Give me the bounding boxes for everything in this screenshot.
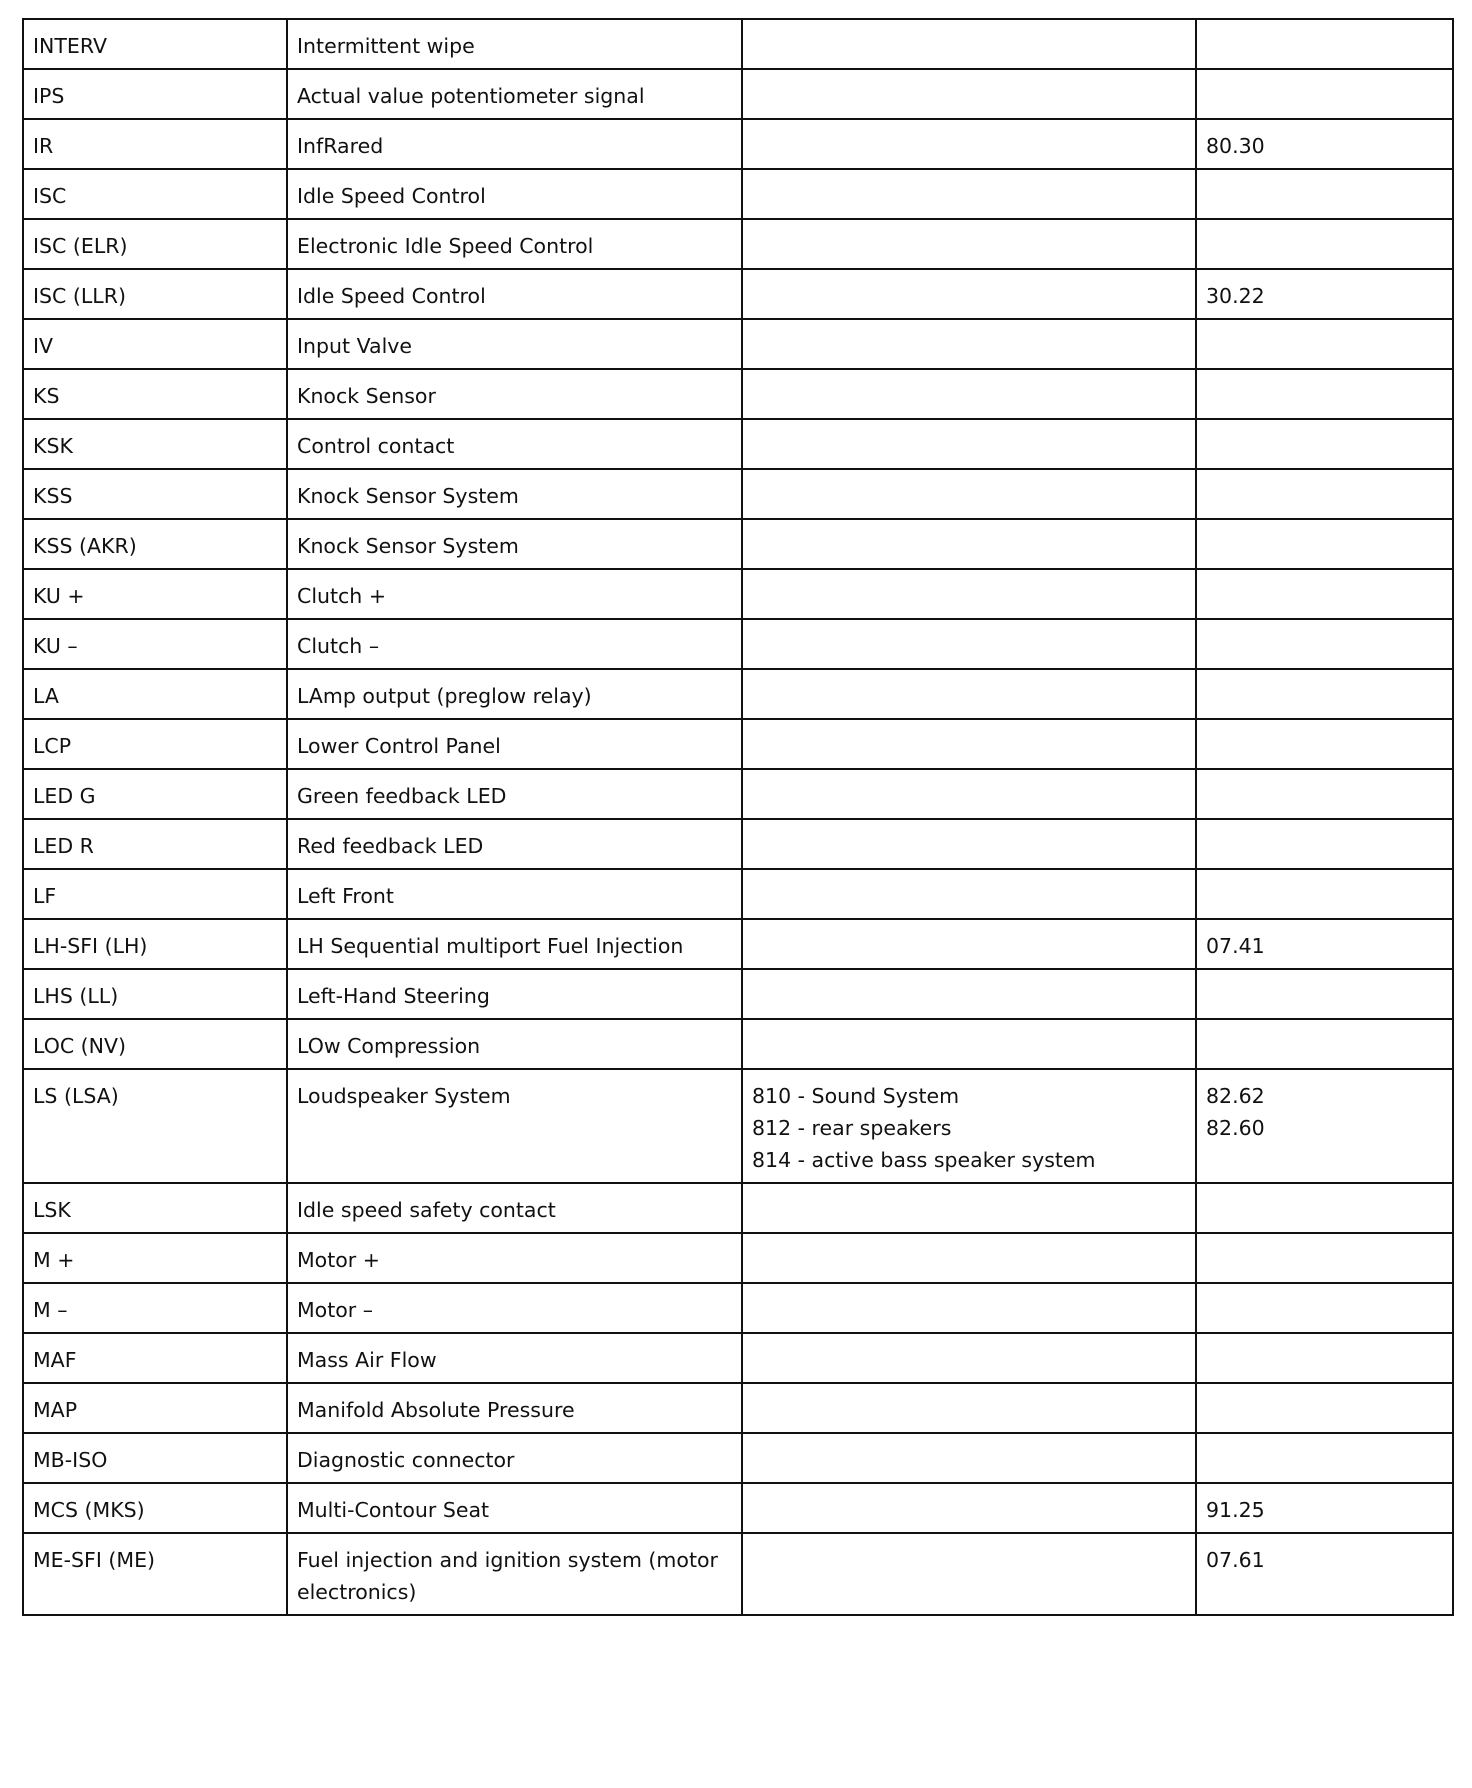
- meaning-cell: Input Valve: [287, 319, 742, 369]
- reference-cell: [1196, 669, 1453, 719]
- table-row: [23, 219, 1453, 269]
- abbreviation-cell: LS (LSA): [23, 1069, 287, 1183]
- table-row: [23, 1283, 1453, 1333]
- reference-cell: [1196, 1333, 1453, 1383]
- abbreviation-cell: LCP: [23, 719, 287, 769]
- reference-cell: [1196, 1283, 1453, 1333]
- abbreviation-cell: LED R: [23, 819, 287, 869]
- note-cell: [742, 319, 1196, 369]
- reference-cell: [1196, 869, 1453, 919]
- note-cell: [742, 1183, 1196, 1233]
- reference-cell: [1196, 619, 1453, 669]
- table-row: [23, 469, 1453, 519]
- table-row: [23, 569, 1453, 619]
- reference-cell: [1196, 1233, 1453, 1283]
- abbreviation-cell: IPS: [23, 69, 287, 119]
- abbreviation-cell: ISC (LLR): [23, 269, 287, 319]
- note-cell: [742, 469, 1196, 519]
- note-cell: [742, 69, 1196, 119]
- reference-cell: [1196, 1183, 1453, 1233]
- reference-cell: [1196, 169, 1453, 219]
- abbreviation-cell: LED G: [23, 769, 287, 819]
- meaning-cell: Knock Sensor: [287, 369, 742, 419]
- meaning-cell: Manifold Absolute Pressure: [287, 1383, 742, 1433]
- reference-cell: 82.62 82.60: [1196, 1069, 1453, 1183]
- reference-cell: [1196, 769, 1453, 819]
- abbreviation-table: [22, 18, 1454, 1616]
- note-cell: [742, 169, 1196, 219]
- meaning-cell: Left-Hand Steering: [287, 969, 742, 1019]
- table-row: [23, 119, 1453, 169]
- note-cell: [742, 1533, 1196, 1615]
- meaning-cell: Control contact: [287, 419, 742, 469]
- abbreviation-cell: KSS: [23, 469, 287, 519]
- note-cell: 810 - Sound System 812 - rear speakers 814 - active bass speaker system: [742, 1069, 1196, 1183]
- note-cell: [742, 919, 1196, 969]
- reference-cell: [1196, 969, 1453, 1019]
- reference-cell: [1196, 819, 1453, 869]
- reference-cell: [1196, 519, 1453, 569]
- table-row: [23, 819, 1453, 869]
- reference-cell: [1196, 1019, 1453, 1069]
- table-row: [23, 419, 1453, 469]
- abbreviation-cell: MCS (MKS): [23, 1483, 287, 1533]
- table-row: [23, 69, 1453, 119]
- meaning-cell: Intermittent wipe: [287, 19, 742, 69]
- table-row: [23, 619, 1453, 669]
- abbreviation-cell: KSS (AKR): [23, 519, 287, 569]
- reference-cell: [1196, 419, 1453, 469]
- abbreviation-cell: MAP: [23, 1383, 287, 1433]
- meaning-cell: Loudspeaker System: [287, 1069, 742, 1183]
- note-cell: [742, 819, 1196, 869]
- meaning-cell: Knock Sensor System: [287, 519, 742, 569]
- reference-cell: 80.30: [1196, 119, 1453, 169]
- reference-cell: [1196, 1433, 1453, 1483]
- meaning-cell: Knock Sensor System: [287, 469, 742, 519]
- meaning-cell: Idle Speed Control: [287, 269, 742, 319]
- abbreviation-cell: LH-SFI (LH): [23, 919, 287, 969]
- abbreviation-cell: LSK: [23, 1183, 287, 1233]
- table-row: [23, 1233, 1453, 1283]
- table-row: [23, 519, 1453, 569]
- abbreviation-cell: LF: [23, 869, 287, 919]
- abbreviation-cell: ISC (ELR): [23, 219, 287, 269]
- note-cell: [742, 1483, 1196, 1533]
- meaning-cell: Motor –: [287, 1283, 742, 1333]
- table-row: [23, 719, 1453, 769]
- table-row: [23, 1333, 1453, 1383]
- abbreviation-cell: ISC: [23, 169, 287, 219]
- meaning-cell: Idle speed safety contact: [287, 1183, 742, 1233]
- note-cell: [742, 269, 1196, 319]
- meaning-cell: InfRared: [287, 119, 742, 169]
- note-cell: [742, 719, 1196, 769]
- abbreviation-cell: MAF: [23, 1333, 287, 1383]
- note-cell: [742, 419, 1196, 469]
- reference-cell: [1196, 469, 1453, 519]
- table-row: [23, 1183, 1453, 1233]
- table-row: [23, 1433, 1453, 1483]
- table-row: [23, 19, 1453, 69]
- abbreviation-cell: LA: [23, 669, 287, 719]
- abbreviation-cell: ME-SFI (ME): [23, 1533, 287, 1615]
- meaning-cell: Clutch +: [287, 569, 742, 619]
- abbreviation-table-body: [23, 19, 1453, 1615]
- note-cell: [742, 519, 1196, 569]
- note-cell: [742, 619, 1196, 669]
- note-cell: [742, 1433, 1196, 1483]
- table-row: [23, 269, 1453, 319]
- reference-cell: [1196, 19, 1453, 69]
- table-row: [23, 319, 1453, 369]
- meaning-cell: Clutch –: [287, 619, 742, 669]
- note-cell: [742, 569, 1196, 619]
- note-cell: [742, 969, 1196, 1019]
- meaning-cell: Left Front: [287, 869, 742, 919]
- abbreviation-sheet: [22, 18, 1452, 1616]
- note-cell: [742, 1333, 1196, 1383]
- abbreviation-cell: M –: [23, 1283, 287, 1333]
- meaning-cell: LAmp output (preglow relay): [287, 669, 742, 719]
- abbreviation-cell: IR: [23, 119, 287, 169]
- abbreviation-cell: KS: [23, 369, 287, 419]
- reference-cell: [1196, 69, 1453, 119]
- meaning-cell: Idle Speed Control: [287, 169, 742, 219]
- meaning-cell: Red feedback LED: [287, 819, 742, 869]
- note-cell: [742, 669, 1196, 719]
- reference-cell: 91.25: [1196, 1483, 1453, 1533]
- meaning-cell: Multi-Contour Seat: [287, 1483, 742, 1533]
- table-row: [23, 769, 1453, 819]
- reference-cell: [1196, 219, 1453, 269]
- table-row: [23, 919, 1453, 969]
- reference-cell: 07.61: [1196, 1533, 1453, 1615]
- note-cell: [742, 1383, 1196, 1433]
- abbreviation-cell: MB-ISO: [23, 1433, 287, 1483]
- meaning-cell: Actual value potentiometer signal: [287, 69, 742, 119]
- reference-cell: [1196, 569, 1453, 619]
- reference-cell: 07.41: [1196, 919, 1453, 969]
- abbreviation-cell: M +: [23, 1233, 287, 1283]
- note-cell: [742, 1019, 1196, 1069]
- reference-cell: [1196, 1383, 1453, 1433]
- table-row: [23, 169, 1453, 219]
- abbreviation-cell: INTERV: [23, 19, 287, 69]
- table-row: [23, 669, 1453, 719]
- meaning-cell: Green feedback LED: [287, 769, 742, 819]
- reference-cell: [1196, 369, 1453, 419]
- note-cell: [742, 1283, 1196, 1333]
- note-cell: [742, 1233, 1196, 1283]
- meaning-cell: LH Sequential multiport Fuel Injection: [287, 919, 742, 969]
- abbreviation-cell: KU +: [23, 569, 287, 619]
- note-cell: [742, 19, 1196, 69]
- table-row: [23, 1483, 1453, 1533]
- abbreviation-cell: LHS (LL): [23, 969, 287, 1019]
- meaning-cell: Mass Air Flow: [287, 1333, 742, 1383]
- meaning-cell: Diagnostic connector: [287, 1433, 742, 1483]
- abbreviation-cell: IV: [23, 319, 287, 369]
- note-cell: [742, 219, 1196, 269]
- table-row: [23, 1383, 1453, 1433]
- meaning-cell: Motor +: [287, 1233, 742, 1283]
- reference-cell: 30.22: [1196, 269, 1453, 319]
- reference-cell: [1196, 719, 1453, 769]
- meaning-cell: Lower Control Panel: [287, 719, 742, 769]
- meaning-cell: Electronic Idle Speed Control: [287, 219, 742, 269]
- note-cell: [742, 369, 1196, 419]
- table-row: [23, 869, 1453, 919]
- table-row: [23, 369, 1453, 419]
- abbreviation-cell: KU –: [23, 619, 287, 669]
- table-row: [23, 1019, 1453, 1069]
- note-cell: [742, 869, 1196, 919]
- table-row: [23, 969, 1453, 1019]
- table-row: [23, 1069, 1453, 1183]
- meaning-cell: Fuel injection and ignition system (motor electronics): [287, 1533, 742, 1615]
- table-row: [23, 1533, 1453, 1615]
- reference-cell: [1196, 319, 1453, 369]
- note-cell: [742, 119, 1196, 169]
- meaning-cell: LOw Compression: [287, 1019, 742, 1069]
- note-cell: [742, 769, 1196, 819]
- abbreviation-cell: KSK: [23, 419, 287, 469]
- abbreviation-cell: LOC (NV): [23, 1019, 287, 1069]
